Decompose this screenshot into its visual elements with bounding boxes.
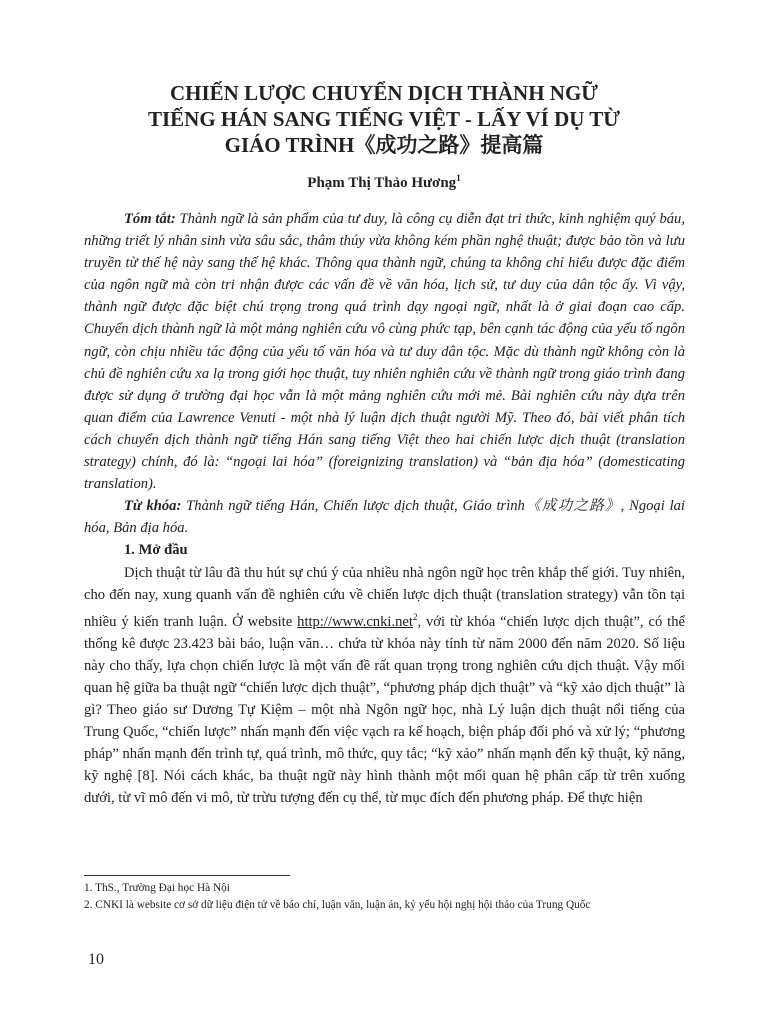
section-heading: 1. Mở đầu	[124, 542, 188, 559]
title-line-1: CHIẾN LƯỢC CHUYỂN DỊCH THÀNH NGỮ	[170, 81, 598, 105]
link-footnote-mark[interactable]: 2	[412, 611, 418, 622]
keywords-text: Thành ngữ tiếng Hán, Chiến lược dịch thuật, Giáo trình《成功之路》, Ngoại lai hóa, Bản địa hóa.	[84, 498, 685, 537]
abstract-text: Thành ngữ là sản phẩm của tư duy, là công cụ diễn đạt tri thức, kinh nghiệm quý báu, những triết lý nhân sinh vừa sâu sắc, thâm thúy vừa không kém phần nghệ thuật; được bảo tồn và lưu truyền từ thế hệ này sang thế hệ khác. Thông qua thành ngữ, chúng ta không chỉ hiểu được đặc điểm của ngôn ngữ mà còn tri nhận được các vấn đề về văn hóa, lịch sử, tư duy của dân tộc ấy. Vì vậy, thành ngữ được đặc biệt chú trọng trong quá trình dạy ngoại ngữ, nhất là ở giai đoạn cao cấp. Chuyển dịch thành ngữ là một mảng nghiên cứu vô cùng phức tạp, bên cạnh tác động của yếu tố ngôn ngữ, còn chịu nhiều tác động của yếu tố văn hóa và tư duy dân tộc. Mặc dù thành ngữ không còn là chủ đề nghiên cứu xa lạ trong giới học thuật, tuy nhiên nghiên cứu về thành ngữ trong giáo trình đang được sử dụng ở trường đại học vẫn là một mảng nghiên cứu mới mẻ. Bài nghiên cứu này dựa trên quan điểm của Lawrence Venuti - một nhà lý luận dịch thuật người Mỹ. Theo đó, bài viết phân tích cách chuyển dịch thành ngữ tiếng Hán sang tiếng Việt theo hai chiến lược dịch thuật (translation strategy) chính, đó là: “ngoại lai hóa” (foreignizing translation) và “bản địa hóa” (domesticating translation).	[84, 211, 685, 493]
page-number: 10	[88, 951, 104, 968]
title-line-3: GIÁO TRÌNH《成功之路》提高篇	[224, 133, 544, 157]
abstract	[84, 208, 685, 495]
title-line-2: TIẾNG HÁN SANG TIẾNG VIỆT - LẤY VÍ DỤ TỪ	[147, 107, 621, 131]
paper-title	[80, 80, 688, 158]
author-footnote-mark[interactable]: 1	[456, 173, 461, 183]
section-paragraph	[84, 562, 685, 810]
footnotes	[84, 880, 685, 913]
footnote-1: 1. ThS., Trường Đại học Hà Nội	[84, 882, 230, 894]
abstract-label: Tóm tắt:	[124, 211, 176, 227]
keywords-label: Từ khóa:	[124, 498, 182, 515]
keywords	[84, 495, 685, 539]
cnki-link[interactable]: http://www.cnki.net	[297, 613, 413, 630]
paragraph-text-1: Dịch thuật từ lâu đã thu hút sự chú ý của nhiều nhà ngôn ngữ học trên khắp thế giới. Tuy nhiên, cho đến nay, xung quanh vấn đề nghiên cứu về chiến lược dịch thuật (translation strategy) vẫn tồn tại nhiều ý kiến tranh luận. Ở website	[84, 564, 685, 630]
footnote-separator	[84, 875, 290, 876]
paragraph-text-2: , với từ khóa “chiến lược dịch thuật”, có thể thống kê được 23.423 bài báo, luận văn… chứa từ khóa này tính từ năm 2000 đến năm 2020. Số liệu này cho thấy, lựa chọn chiến lược là một vấn đề rất quan trọng trong nghiên cứu dịch thuật. Vậy mối quan hệ giữa ba thuật ngữ “chiến lược dịch thuật”, “phương pháp dịch thuật” và “kỹ xảo dịch thuật” là gì? Theo giáo sư Dương Tự Kiệm – một nhà Ngôn ngữ học, nhà Lý luận dịch thuật nổi tiếng của Trung Quốc, “chiến lược” nhấn mạnh đến việc vạch ra kế hoạch, biện pháp đối phó và xử lý; “phương pháp” nhấn mạnh đến trình tự, quá trình, mô thức, quy tắc; “kỹ xảo” nhấn mạnh đến kỹ thuật, kỹ năng, kỹ nghệ [8]. Nói cách khác, ba thuật ngữ này hình thành một mối quan hệ phân cấp từ trên xuống dưới, từ vĩ mô đến vi mô, từ trừu tượng đến cụ thể, từ mục đích đến phương pháp. Để thực hiện	[84, 613, 685, 807]
paper-body	[84, 208, 685, 809]
author-line	[80, 173, 688, 192]
footnote-2: 2. CNKI là website cơ sở dữ liệu điện tử về báo chí, luận văn, luận án, kỷ yếu hội nghị hội thảo của Trung Quốc	[84, 898, 591, 911]
author-name: Phạm Thị Thảo Hương	[307, 175, 457, 191]
